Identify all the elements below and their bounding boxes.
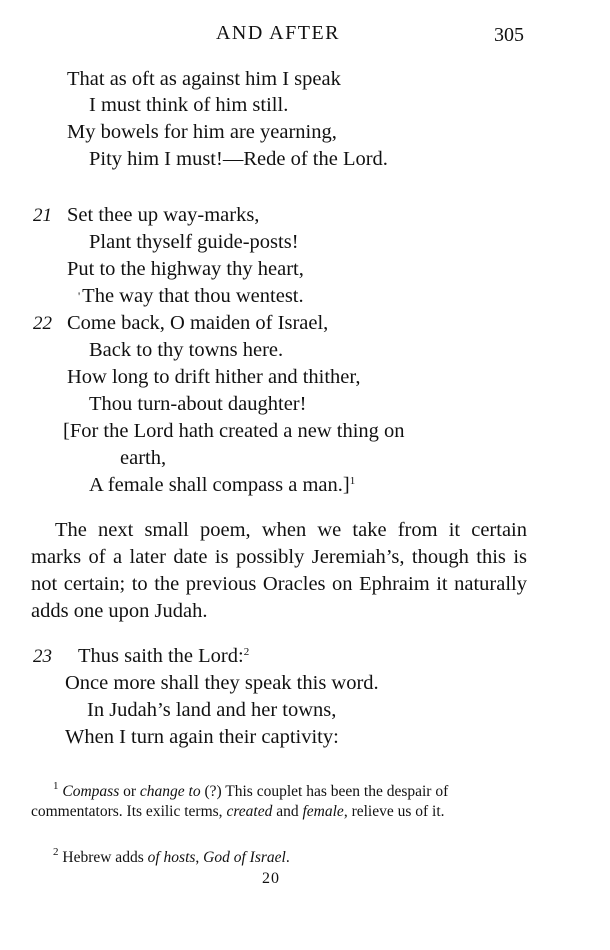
stanza1-line-4: Pity him I must!—Rede of the Lord. <box>89 148 388 170</box>
verse22-line-1: Come back, O maiden of Israel, <box>67 312 329 334</box>
verse21-line-1: Set thee up way-marks, <box>67 204 260 226</box>
verse22-line-2: Back to thy towns here. <box>89 339 284 361</box>
verse21-line-4: 'The way that thou wentest. <box>78 285 304 307</box>
footnote-ref-2[interactable]: 2 <box>243 646 250 658</box>
verse23-line-2: Once more shall they speak this word. <box>65 672 379 694</box>
footnote-ref-1[interactable]: 1 <box>349 475 356 487</box>
footnote-2: $^2$ Hebrew adds of hosts, God of Israel. <box>53 846 290 866</box>
verse23-line-3: In Judah’s land and her towns, <box>87 699 337 721</box>
page-number: 305 <box>494 24 524 46</box>
verse22-line-4: Thou turn-about daughter! <box>89 393 307 415</box>
printer-mark: ' <box>78 289 81 303</box>
verse23-line-1: Thus saith the Lord:$^2$ <box>78 645 250 667</box>
stanza1-line-3: My bowels for him are yearning, <box>67 121 337 143</box>
stanza1-line-2: I must think of him still. <box>89 94 289 116</box>
prose-paragraph: The next small poem, when we take from it certain marks of a later date is possibly Jeremiah’s, though this is not certain; to the previous Oracles on Ephraim it naturally adds one upon Judah. <box>31 519 527 622</box>
footnote-1: $^1$ Compass or change to (?) This couplet has been the despair of commentators. Its exilic terms, created and female, relieve us of it. <box>31 780 449 820</box>
verse-number-21: 21 <box>33 205 52 226</box>
verse21-line-3: Put to the highway thy heart, <box>67 258 304 280</box>
stanza1-line-1: That as oft as against him I speak <box>67 68 341 90</box>
verse22-line-7: A female shall compass a man.]$^1$ <box>89 474 356 496</box>
verse22-line-6: earth, <box>120 447 167 469</box>
verse22-line-3: How long to drift hither and thither, <box>67 366 361 388</box>
verse22-line-5: [For the Lord hath created a new thing on <box>63 420 405 442</box>
footnote-mark-2: 2 <box>53 846 59 858</box>
verse-number-22: 22 <box>33 313 52 334</box>
verse21-line-2: Plant thyself guide-posts! <box>89 231 299 253</box>
verse-number-23: 23 <box>33 646 52 667</box>
footnote-mark-1: 1 <box>53 780 59 792</box>
running-header: AND AFTER <box>215 22 341 44</box>
signature-mark: 20 <box>262 870 280 887</box>
verse23-line-4: When I turn again their captivity: <box>65 726 339 748</box>
